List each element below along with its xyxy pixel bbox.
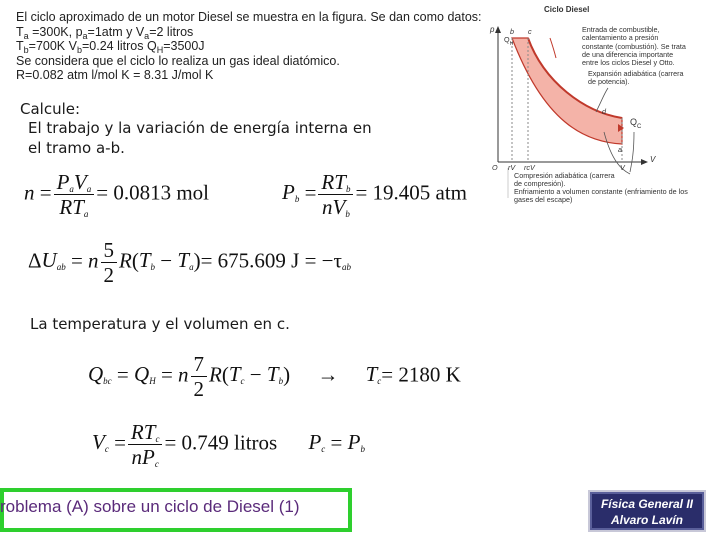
note-cd: Expansión adiabática (carrera de potencia). [588,69,684,87]
note-da: Enfriamiento a volumen constante (enfriamiento de los gases del escape) [514,187,688,205]
point-d-label: d [602,107,606,116]
diesel-cycle-figure [484,2,690,205]
equation-qbc: $Q_{bc} = Q_H = n$ $\frac{7}{2}$ $R(T_c - T_b) \to T_c= 2180$ K [88,352,461,401]
label-qh: $Q_H$ [504,35,514,47]
calcule-heading: Calcule: [20,100,81,118]
note-bc: Entrada de combustible, calentamiento a presión constante (combustión). Se trata de una diferencia importante entre los ciclos Diesel y Otto. [582,25,686,68]
question-2: La temperatura y el volumen en c. [30,315,290,333]
tick-rcv-label: rcV [524,163,535,172]
badge-line-1: Física General II [600,497,694,511]
point-a-label: a [618,145,622,154]
label-qc: $Q_C$ [630,117,642,130]
delta-u-result: = 675.609 J = −τ [200,248,342,273]
tick-v-label: V [620,163,625,172]
question-1-line-1: El trabajo y la variación de energía interna en [28,119,372,137]
point-b-label: b [510,27,514,36]
pb-result: = 19.405 atm [355,180,468,205]
question-1-line-2: el tramo a-b. [28,139,125,157]
equation-delta-u: $\Delta U_{ab} = n$ $\frac{5}{2}$ $R(T_b - T_a)= 675.609$ $J = -\tau_{ab}$ [28,238,351,287]
figure-title: Ciclo Diesel [544,5,590,14]
given-line-3: $T_b=700K$ $V_b=0.24$ litros $Q_H=3500J$ [16,39,205,56]
given-line-2: $T_a =300K$, $p_a=1atm$ y $V_a=2$ litros [16,24,194,41]
given-line-5: R=0.082 atm l/mol K = 8.31 J/mol K [16,68,214,83]
course-badge [588,490,706,532]
slide-title: roblema (A) sobre un ciclo de Diesel (1) [0,497,300,516]
equation-pb: $P_b$ = $\frac{RT_b}{nV_b}$ = 19.405 atm [282,170,468,219]
axis-v-label: V [650,155,656,164]
given-line-4: Se considera que el ciclo lo realiza un gas ideal diatómico. [16,53,340,68]
axis-p-label: p [490,25,495,34]
equation-vc: $V_c$ = $\frac{RT_c}{nP_c}$ = 0.749 litros $P_c = P_b$ [92,420,365,469]
given-line-1: El ciclo aproximado de un motor Diesel se muestra en la figura. Se dan como datos: [16,10,482,24]
point-c-label: c [528,27,532,36]
badge-line-2: Alvaro Lavín [610,513,684,527]
note-ab: Compresión adiabática (carrera de compresión). [514,171,615,189]
vc-result: = 0.749 litros [164,430,278,455]
origin-label: O [492,163,498,172]
tc-result: = 2180 K [381,362,461,387]
given-data [16,10,482,83]
equation-n: n = $\frac{P_aV_a}{RT_a}$ = 0.0813 mol [24,170,210,219]
n-result: = 0.0813 mol [96,180,210,205]
tick-rv-label: rV [508,163,516,172]
